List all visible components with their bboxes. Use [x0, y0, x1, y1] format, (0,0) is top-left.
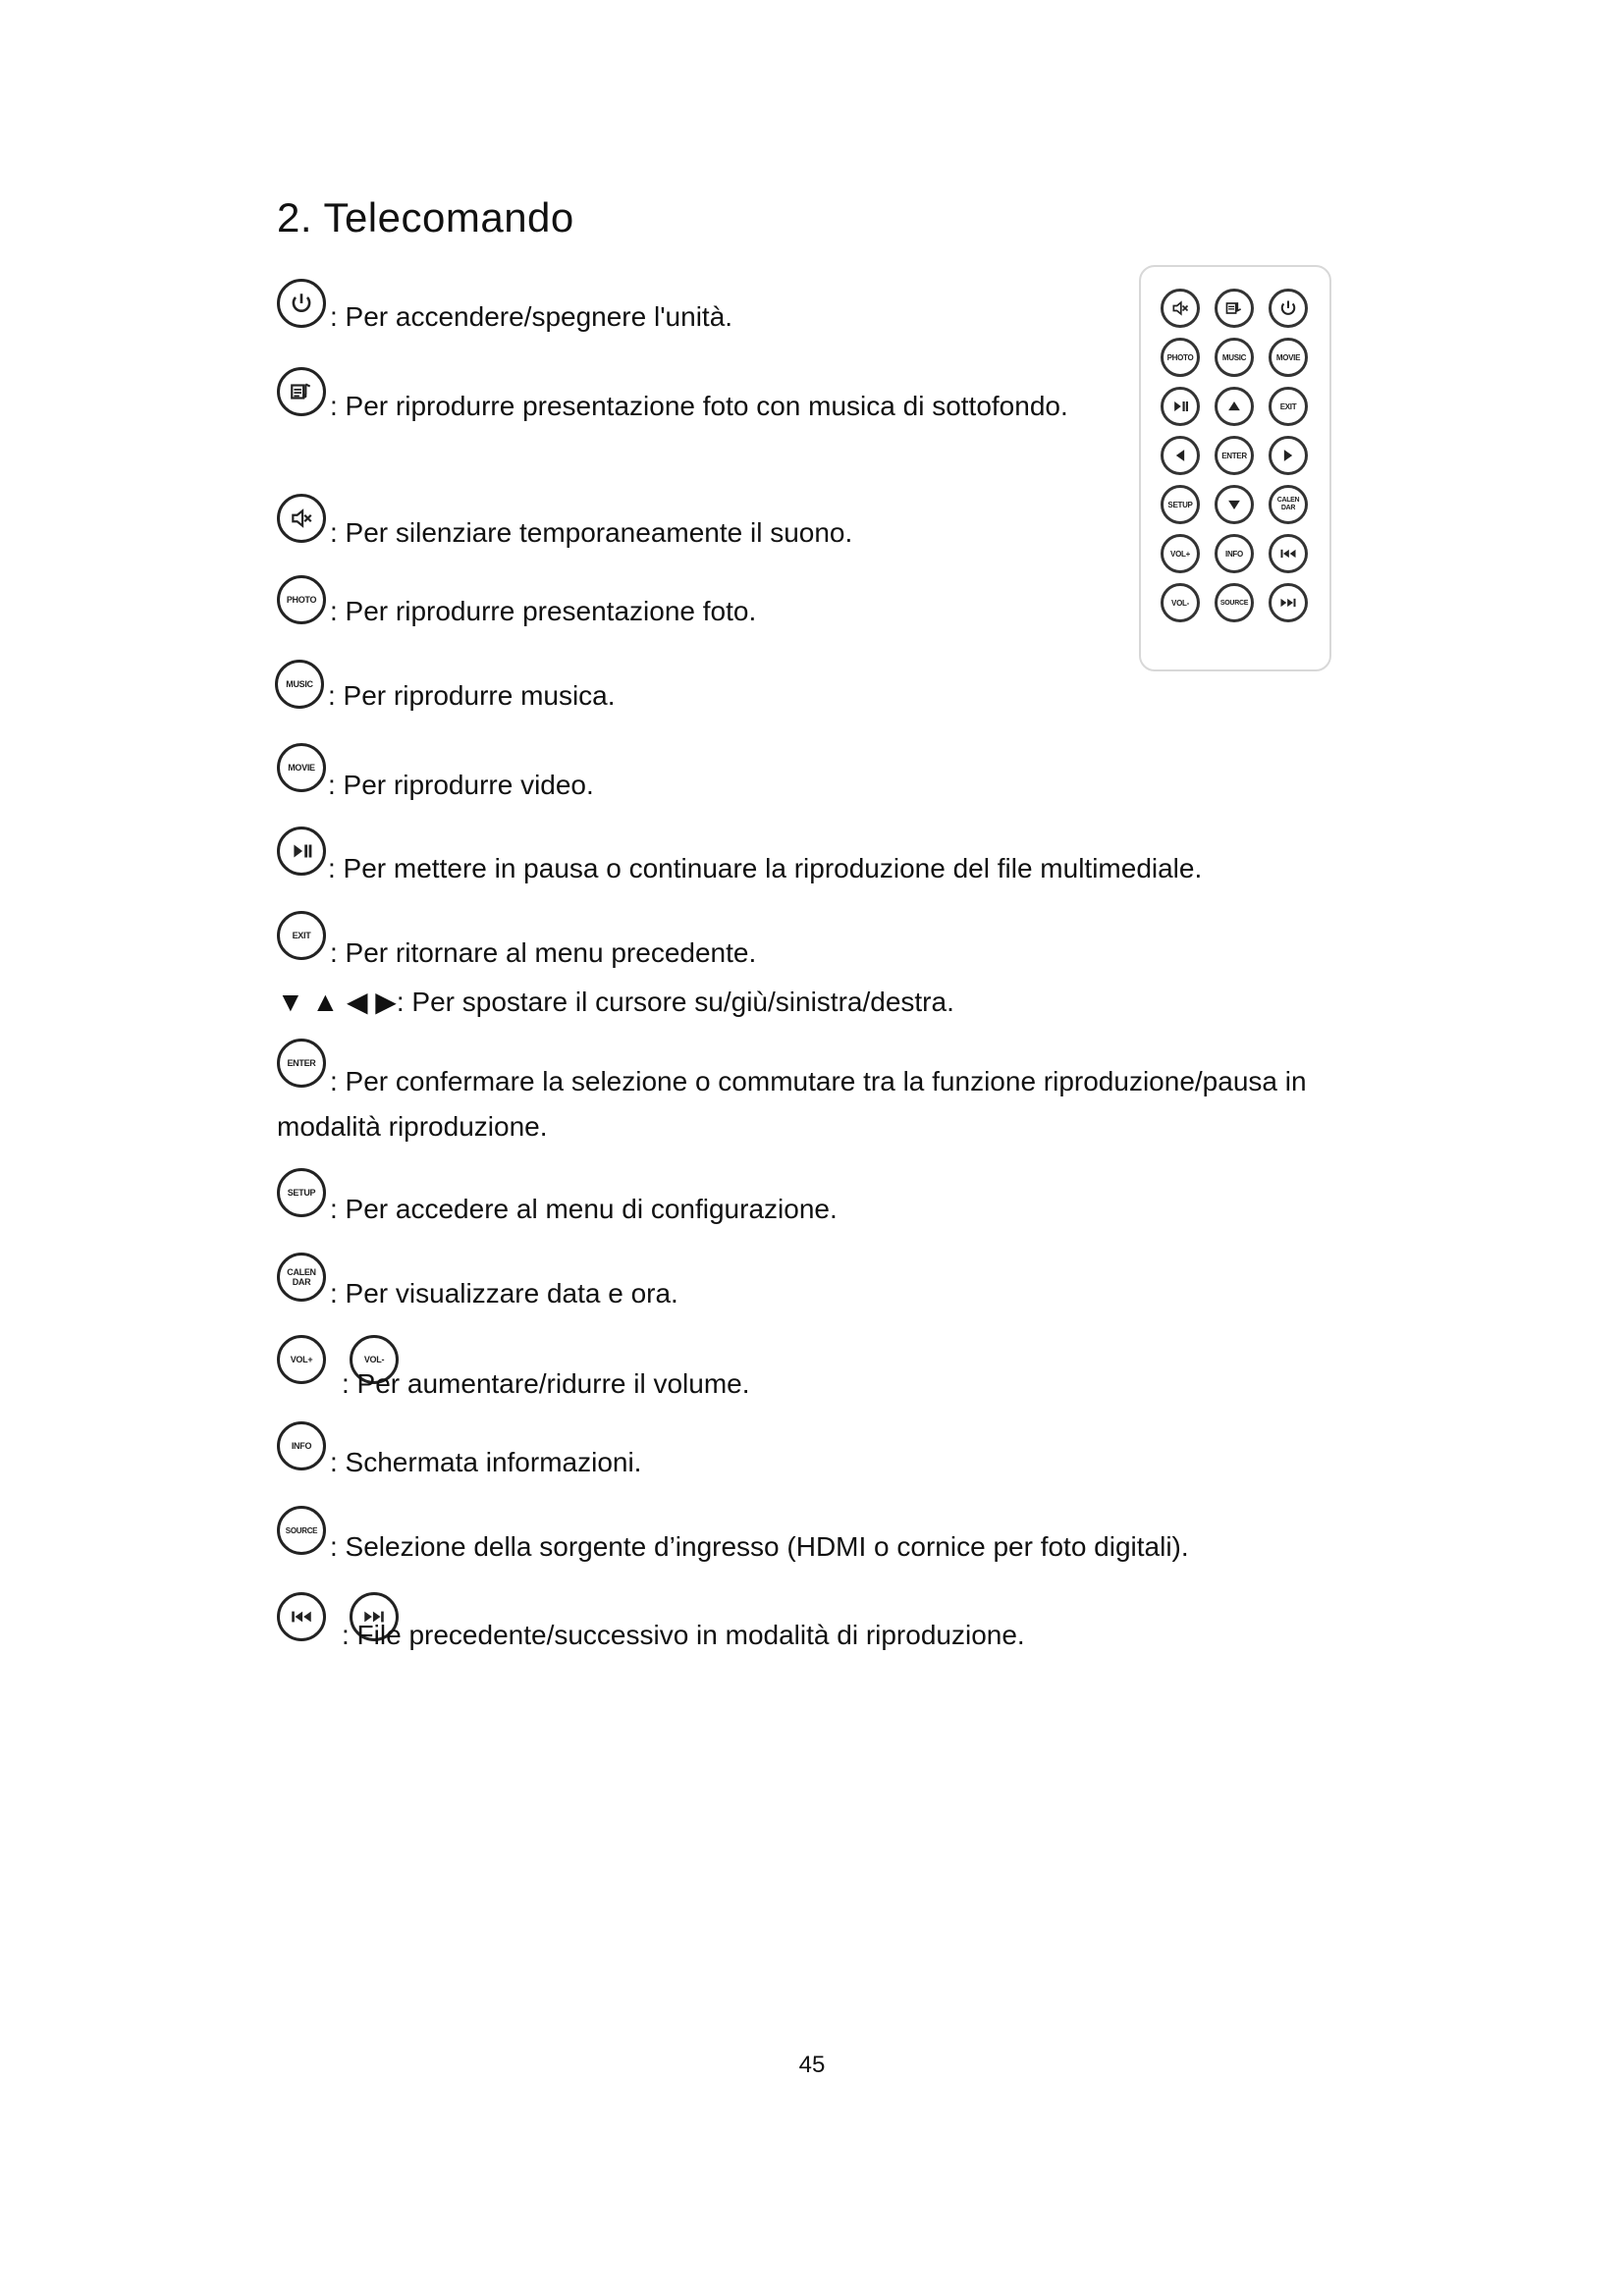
remote-vol-down-button: VOL- — [1161, 583, 1200, 622]
power-icon — [277, 279, 326, 328]
remote-play-pause-icon — [1161, 387, 1200, 426]
mute-icon — [277, 494, 326, 543]
photo-button-icon: PHOTO — [277, 575, 326, 624]
calendar-button-icon: CALEN DAR — [277, 1253, 326, 1302]
play-pause-icon — [277, 827, 326, 876]
arrows-description: ▼ ▲ ◀ ▶: Per spostare il cursore su/giù/sinistra/destra. — [277, 987, 954, 1017]
remote-photo-button: PHOTO — [1161, 338, 1200, 377]
remote-left-icon — [1161, 436, 1200, 475]
setup-button-icon: SETUP — [277, 1168, 326, 1217]
remote-music-button: MUSIC — [1215, 338, 1254, 377]
exit-description: : Per ritornare al menu precedente. — [330, 937, 757, 968]
exit-button-icon: EXIT — [277, 911, 326, 960]
info-button-icon: INFO — [277, 1421, 326, 1470]
remote-enter-button: ENTER — [1215, 436, 1254, 475]
vol-down-button-icon: VOL- — [350, 1335, 399, 1384]
remote-down-icon — [1215, 485, 1254, 524]
page-number: 45 — [798, 2052, 826, 2078]
remote-setup-button: SETUP — [1161, 485, 1200, 524]
page-title: 2. Telecomando — [277, 194, 574, 240]
photo-description: : Per riprodurre presentazione foto. — [330, 596, 757, 626]
music-button-icon: MUSIC — [275, 660, 324, 709]
remote-next-icon — [1269, 583, 1308, 622]
remote-source-button: SOURCE — [1215, 583, 1254, 622]
movie-description: : Per riprodurre video. — [328, 770, 594, 800]
volume-description: : Per aumentare/ridurre il volume. — [342, 1368, 750, 1399]
slideshow-music-icon — [277, 367, 326, 416]
enter-description: : Per confermare la selezione o commutare tra la funzione riproduzione/pausa in — [330, 1066, 1307, 1096]
remote-exit-button: EXIT — [1269, 387, 1308, 426]
remote-prev-icon — [1269, 534, 1308, 573]
setup-description: : Per accedere al menu di configurazione. — [330, 1194, 838, 1224]
remote-movie-button: MOVIE — [1269, 338, 1308, 377]
remote-right-icon — [1269, 436, 1308, 475]
movie-button-icon: MOVIE — [277, 743, 326, 792]
slideshow-music-description: : Per riprodurre presentazione foto con musica di sottofondo. — [330, 391, 1068, 421]
info-description: : Schermata informazioni. — [330, 1447, 642, 1477]
remote-calendar-button: CALEN DAR — [1269, 485, 1308, 524]
prev-icon — [277, 1592, 326, 1641]
power-description: : Per accendere/spegnere l'unità. — [330, 301, 733, 332]
mute-description: : Per silenziare temporaneamente il suono. — [330, 517, 853, 548]
enter-description-continued: modalità riproduzione. — [277, 1111, 548, 1142]
remote-vol-up-button: VOL+ — [1161, 534, 1200, 573]
enter-button-icon: ENTER — [277, 1039, 326, 1088]
vol-up-button-icon: VOL+ — [277, 1335, 326, 1384]
source-description: : Selezione della sorgente d’ingresso (HDMI o cornice per foto digitali). — [330, 1531, 1189, 1562]
remote-up-icon — [1215, 387, 1254, 426]
remote-power-icon — [1269, 289, 1308, 328]
remote-info-button: INFO — [1215, 534, 1254, 573]
calendar-description: : Per visualizzare data e ora. — [330, 1278, 678, 1308]
remote-slideshow-music-icon — [1215, 289, 1254, 328]
prev-next-description: : File precedente/successivo in modalità di riproduzione. — [342, 1620, 1025, 1650]
remote-mute-icon — [1161, 289, 1200, 328]
source-button-icon: SOURCE — [277, 1506, 326, 1555]
remote-control-illustration — [1139, 265, 1331, 671]
play-pause-description: : Per mettere in pausa o continuare la riproduzione del file multimediale. — [328, 853, 1203, 883]
music-description: : Per riprodurre musica. — [328, 680, 616, 711]
